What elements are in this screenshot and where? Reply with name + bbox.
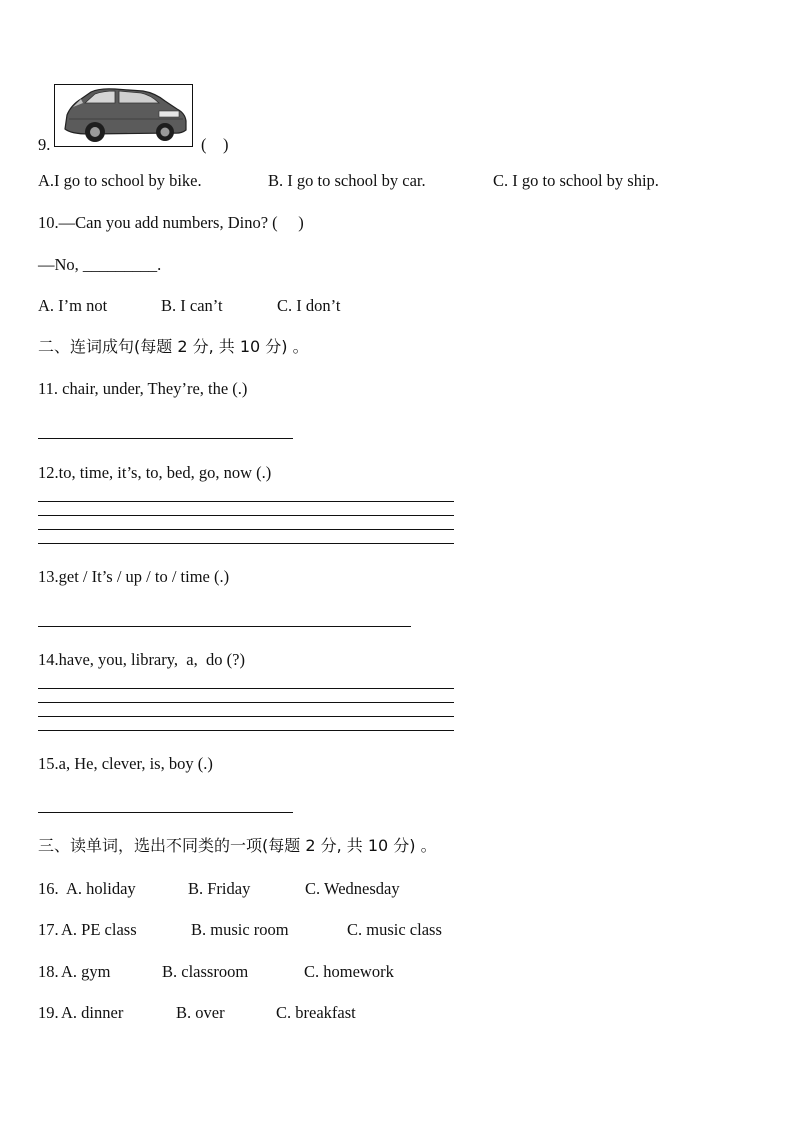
q9-number: 9. [38,135,51,154]
q15-answer-line[interactable] [38,812,293,813]
q11-answer-line[interactable] [38,438,293,439]
q18-option-b: B. classroom [162,962,249,981]
q10-prompt: 10.—Can you add numbers, Dino? ( ) [38,213,304,232]
q19-number: 19. [38,1003,59,1022]
q17-option-c: C. music class [347,920,442,939]
q10-option-a: A. I’m not [38,296,108,315]
q9-answer-paren: ( ) [201,135,229,154]
q12-answer-line[interactable] [38,515,454,516]
q14-answer-line[interactable] [38,702,454,703]
q13-prompt: 13.get / It’s / up / to / time (.) [38,567,230,586]
q16-option-b: B. Friday [188,879,251,898]
q16-option-a: A. holiday [66,879,136,898]
q9-option-b: B. I go to school by car. [268,171,426,190]
q16-number: 16. [38,879,59,898]
q14-answer-line[interactable] [38,730,454,731]
q18-option-c: C. homework [304,962,394,981]
car-picture [54,84,193,147]
q19-option-c: C. breakfast [276,1003,356,1022]
q17-option-a: A. PE class [61,920,137,939]
q12-answer-line[interactable] [38,529,454,530]
q16-option-c: C. Wednesday [305,879,400,898]
q18-number: 18. [38,962,59,981]
q18-option-a: A. gym [61,962,111,981]
q10-reply: —No, _________. [38,255,162,274]
section2-title: 二、连词成句(每题 2 分, 共 10 分) 。 [38,337,309,356]
q11-prompt: 11. chair, under, They’re, the (.) [38,379,248,398]
q12-answer-line[interactable] [38,501,454,502]
q14-answer-line[interactable] [38,716,454,717]
q15-prompt: 15.a, He, clever, is, boy (.) [38,754,213,773]
q10-option-c: C. I don’t [277,296,341,315]
car-icon [55,85,192,146]
q17-option-b: B. music room [191,920,289,939]
q17-number: 17. [38,920,59,939]
q12-answer-line[interactable] [38,543,454,544]
q14-prompt: 14.have, you, library, a, do (?) [38,650,245,669]
q12-prompt: 12.to, time, it’s, to, bed, go, now (.) [38,463,272,482]
q19-option-a: A. dinner [61,1003,124,1022]
section3-title: 三、读单词，选出不同类的一项(每题 2 分, 共 10 分) 。 [38,836,437,855]
q14-answer-line[interactable] [38,688,454,689]
q10-option-b: B. I can’t [161,296,223,315]
q9-option-c: C. I go to school by ship. [493,171,659,190]
q19-option-b: B. over [176,1003,225,1022]
q9-option-a: A.I go to school by bike. [38,171,202,190]
q13-answer-line[interactable] [38,626,411,627]
